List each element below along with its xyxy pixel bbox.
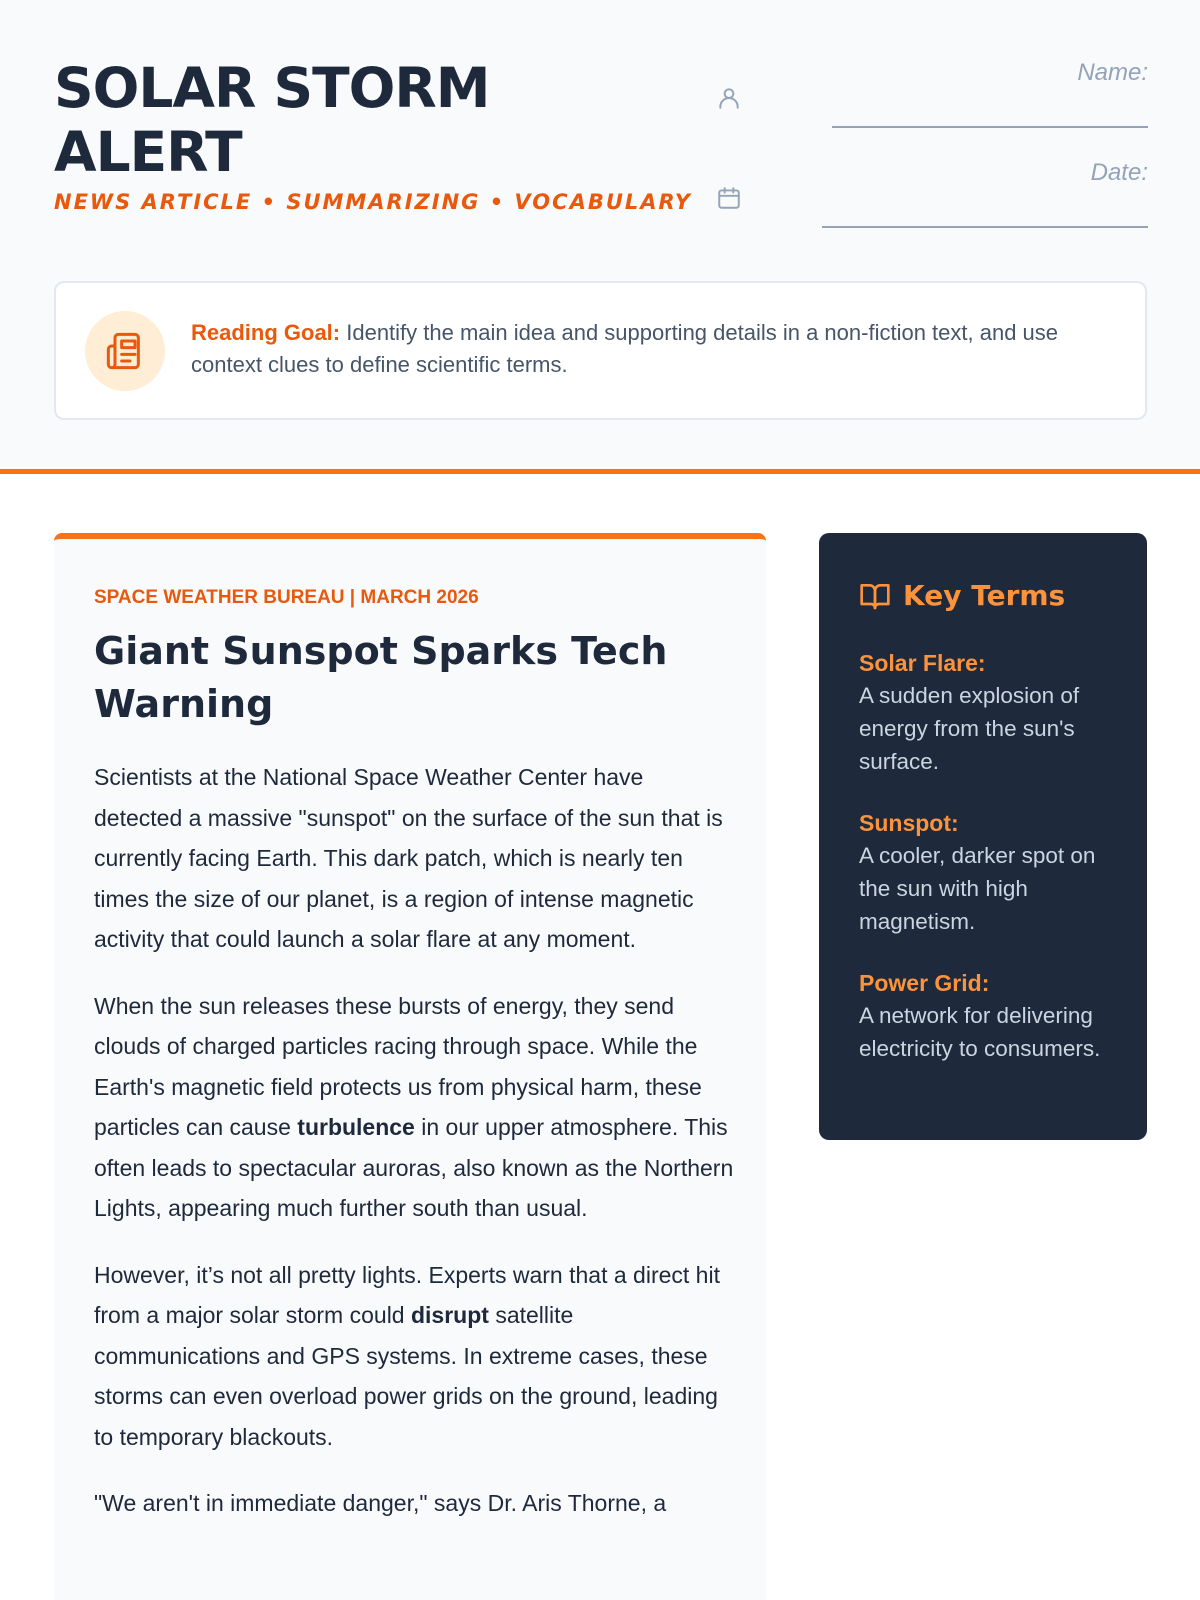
key-terms-header bbox=[859, 579, 1065, 612]
newspaper-icon bbox=[105, 331, 145, 371]
reading-goal-box bbox=[54, 281, 1147, 420]
key-terms-title: Key Terms bbox=[903, 579, 1066, 612]
term-definition: A cooler, darker spot on the sun with high magnetism. bbox=[859, 843, 1096, 934]
term-solar-flare bbox=[859, 647, 1119, 778]
reading-goal-description: Identify the main idea and supporting details in a non-fiction text, and use context clues to define scientific terms. bbox=[191, 320, 1059, 377]
key-terms-panel bbox=[819, 533, 1147, 1140]
worksheet-subtitle: NEWS ARTICLE • SUMMARIZING • VOCABULARY bbox=[54, 190, 692, 214]
vocab-word-disrupt: disrupt bbox=[410, 1302, 489, 1328]
reading-goal-label: Reading Goal: bbox=[191, 320, 341, 345]
news-article bbox=[54, 533, 766, 1600]
article-paragraph-4: "We aren't in immediate danger," says Dr. Aris Thorne, a bbox=[94, 1490, 667, 1516]
user-icon bbox=[716, 84, 742, 112]
article-body bbox=[94, 757, 734, 1550]
term-definition: A network for delivering electricity to consumers. bbox=[859, 1003, 1101, 1061]
p3-text-b: satellite communications and GPS systems. In extreme cases, these storms can even overload power grids on the ground, leading to temporary blackouts. bbox=[94, 1302, 718, 1450]
article-paragraph-2 bbox=[94, 986, 734, 1229]
article-paragraph-3 bbox=[94, 1255, 734, 1458]
term-name: Solar Flare: bbox=[859, 650, 986, 676]
worksheet-title: SOLAR STORM ALERT bbox=[54, 56, 490, 184]
vocab-word-turbulence: turbulence bbox=[297, 1114, 415, 1140]
term-sunspot bbox=[859, 807, 1119, 938]
calendar-icon bbox=[716, 184, 742, 212]
date-field[interactable] bbox=[822, 226, 1148, 228]
p2-text-b: in our upper atmosphere. This often leads to spectacular auroras, also known as the Northern Lights, appearing much further south than usual. bbox=[94, 1114, 734, 1221]
p3-text-a: However, it’s not all pretty lights. Experts warn that a direct hit from a major solar storm could bbox=[94, 1261, 720, 1328]
goal-icon-badge bbox=[85, 311, 165, 391]
term-definition: A sudden explosion of energy from the sun's surface. bbox=[859, 683, 1080, 774]
date-label: Date: bbox=[1090, 159, 1148, 186]
term-name: Sunspot: bbox=[859, 810, 959, 836]
term-name: Power Grid: bbox=[859, 970, 990, 996]
article-paragraph-1: Scientists at the National Space Weather Center have detected a massive "sunspot" on the surface of the sun that is currently facing Earth. This dark patch, which is nearly ten times the size of our planet, is a region of intense magnetic activity that could launch a solar flare at any moment. bbox=[94, 764, 723, 952]
p2-text-a: When the sun releases these bursts of energy, they send clouds of charged particles racing through space. While the Earth's magnetic field protects us from physical harm, these particles can cause bbox=[94, 992, 702, 1140]
name-label: Name: bbox=[1077, 59, 1148, 86]
name-field[interactable] bbox=[832, 126, 1148, 128]
article-byline: SPACE WEATHER BUREAU | MARCH 2026 bbox=[94, 587, 479, 608]
reading-goal-text bbox=[191, 317, 1111, 381]
book-open-icon bbox=[859, 580, 891, 612]
term-power-grid bbox=[859, 967, 1119, 1065]
article-headline: Giant Sunspot Sparks Tech Warning bbox=[94, 629, 668, 726]
